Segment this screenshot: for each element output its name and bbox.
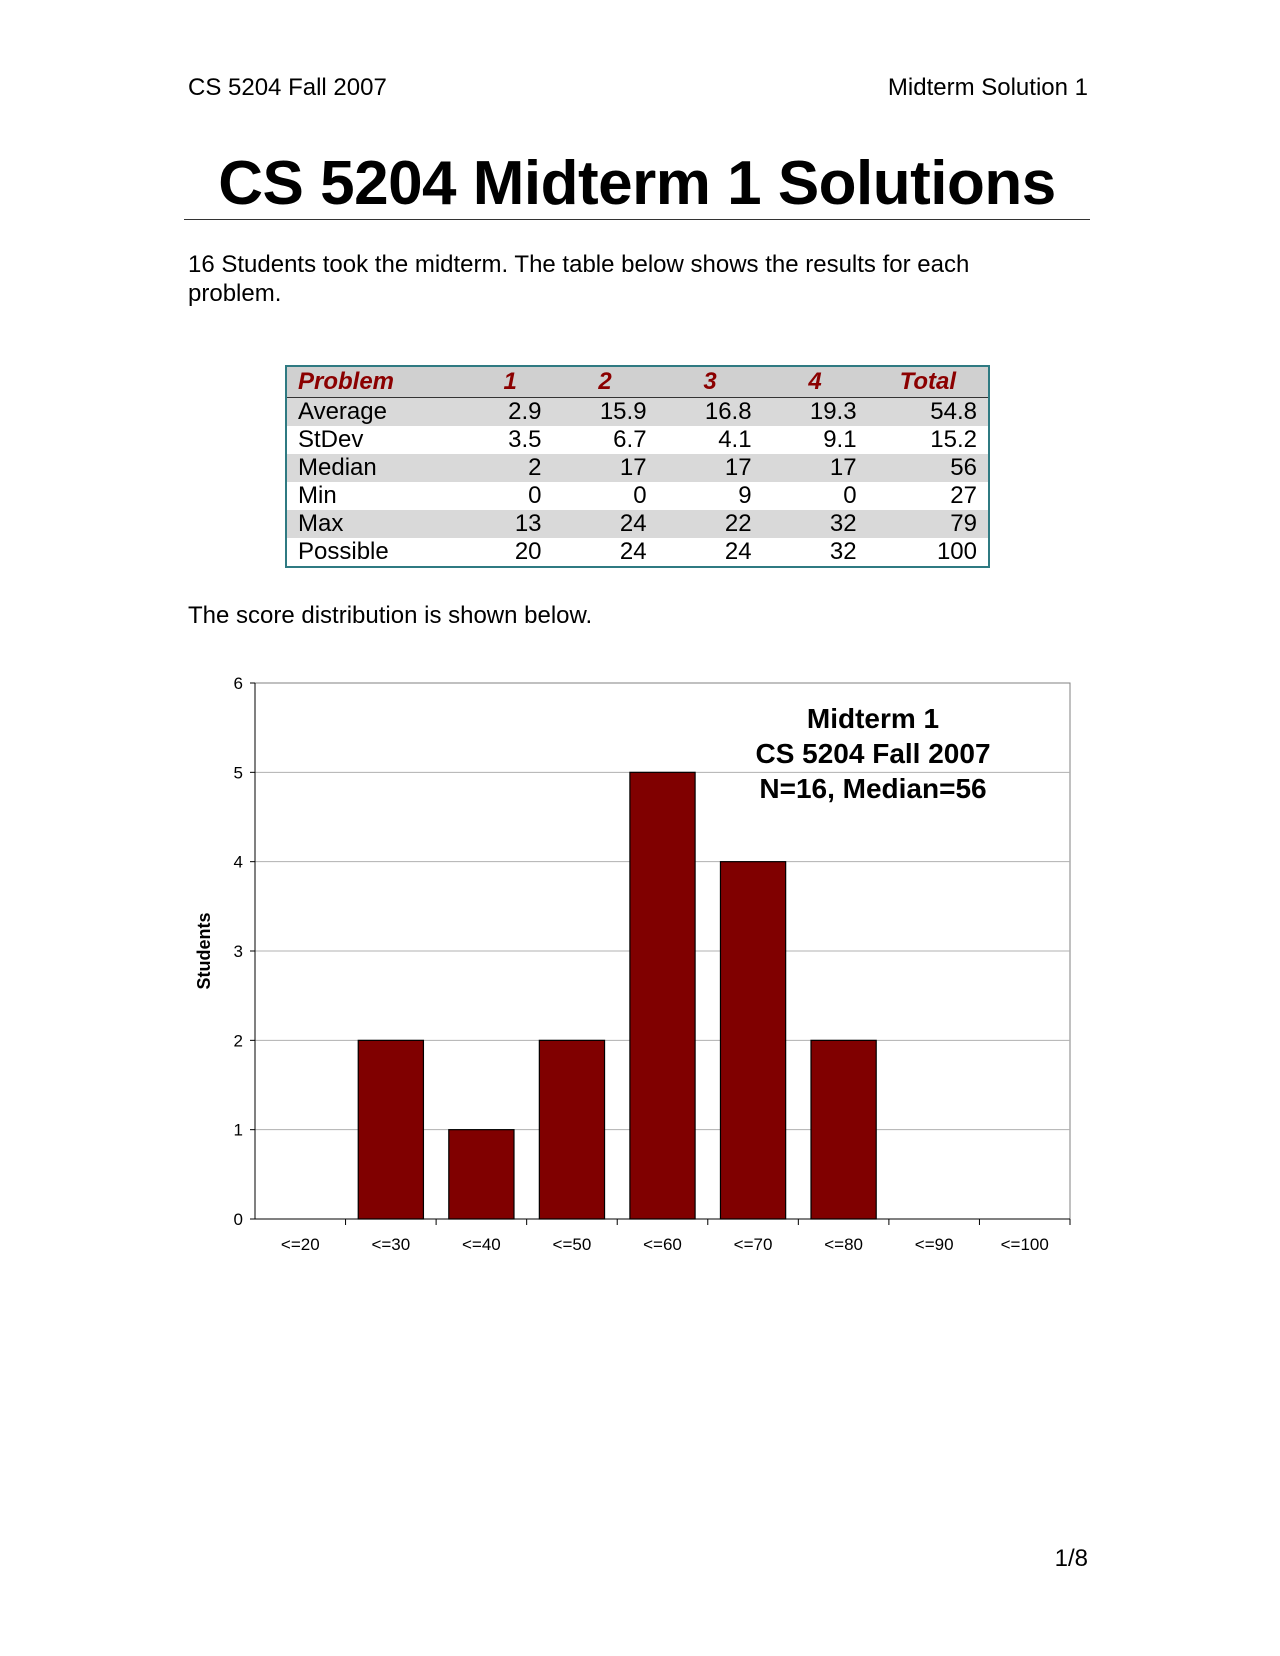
col-header-p2: 2	[553, 366, 658, 398]
results-table	[285, 365, 990, 568]
x-tick-label: <=60	[643, 1235, 682, 1254]
bar-<=50	[539, 1040, 604, 1219]
table-cell: 15.2	[930, 426, 977, 453]
table-cell: 20	[514, 538, 542, 565]
y-tick-label: 5	[233, 763, 243, 783]
bar-<=30	[358, 1040, 423, 1219]
bar-<=80	[811, 1040, 876, 1219]
table-cell: 4.1	[718, 426, 752, 453]
table-cell: 27	[950, 482, 977, 509]
col-header-p1: 1	[468, 366, 553, 398]
table-cell: 17	[553, 454, 658, 482]
table-row-min	[286, 482, 989, 510]
col-header-p4: 4	[763, 366, 868, 398]
col-header-p3: 3	[658, 366, 763, 398]
y-tick-label: 2	[233, 1031, 243, 1051]
table-cell: Possible	[298, 538, 389, 565]
x-tick-label: <=80	[824, 1235, 863, 1254]
header-document: Midterm Solution 1	[887, 74, 1088, 101]
col-header-problem: Problem	[286, 366, 468, 398]
header-course: CS 5204 Fall 2007	[188, 74, 387, 101]
table-cell: 0	[633, 482, 647, 509]
table-cell: Min	[298, 482, 337, 509]
table-cell: 2.9	[468, 398, 553, 427]
table-header-row	[286, 366, 989, 398]
table-cell: 19.3	[763, 398, 868, 427]
table-cell: 56	[868, 454, 989, 482]
table-cell: 79	[868, 510, 989, 538]
table-row-median	[286, 454, 989, 482]
y-tick-label: 0	[233, 1210, 243, 1229]
table-row-stdev	[286, 426, 989, 454]
chart-title-line: CS 5204 Fall 2007	[755, 738, 991, 769]
page-title: CS 5204 Midterm 1 Solutions	[218, 149, 1056, 218]
y-tick-label: 1	[233, 1120, 243, 1140]
table-row-average	[286, 398, 989, 427]
intro-paragraph: 16 Students took the midterm. The table below shows the results for each problem.	[188, 251, 970, 307]
y-tick-label: 3	[233, 942, 243, 961]
table-cell: 24	[619, 538, 647, 565]
distribution-caption: The score distribution is shown below.	[188, 602, 593, 629]
table-cell: 54.8	[868, 398, 989, 427]
table-cell: 24	[724, 538, 752, 565]
table-cell: 16.8	[658, 398, 763, 427]
table-cell: 32	[763, 510, 868, 538]
bar-<=40	[449, 1130, 514, 1219]
chart-title-line: N=16, Median=56	[759, 773, 987, 804]
col-header-total: Total	[868, 366, 989, 398]
x-tick-label: <=30	[371, 1235, 411, 1254]
table-cell: 15.9	[553, 398, 658, 427]
x-tick-label: <=40	[462, 1235, 501, 1254]
x-tick-label: <=100	[1000, 1235, 1049, 1254]
x-tick-label: <=90	[914, 1235, 954, 1254]
table-cell: 3.5	[508, 426, 542, 453]
x-tick-label: <=70	[733, 1235, 773, 1254]
y-axis-label: Students	[194, 912, 214, 990]
table-cell: 6.7	[613, 426, 647, 453]
table-cell: 9.1	[823, 426, 857, 453]
title-divider	[184, 219, 1090, 220]
page-number: 1/8	[1054, 1545, 1088, 1572]
table-row-max	[286, 510, 989, 538]
table-cell: 0	[528, 482, 542, 509]
y-tick-label: 4	[233, 852, 243, 872]
table-cell: 32	[829, 538, 857, 565]
chart-svg	[190, 665, 1090, 1265]
table-cell: 2	[468, 454, 553, 482]
table-cell: Max	[286, 510, 468, 538]
table-cell: StDev	[298, 426, 364, 453]
x-tick-label: <=20	[280, 1235, 320, 1254]
chart-title-line: Midterm 1	[806, 703, 940, 734]
table-cell: 24	[553, 510, 658, 538]
score-distribution-chart	[190, 665, 1090, 1265]
x-tick-label: <=50	[552, 1235, 592, 1254]
table-cell: 22	[658, 510, 763, 538]
table-cell: 0	[843, 482, 857, 509]
bar-<=70	[720, 862, 785, 1219]
table-cell: 17	[658, 454, 763, 482]
y-tick-label: 6	[233, 674, 243, 693]
table-cell: 13	[468, 510, 553, 538]
table-row-possible	[286, 538, 989, 567]
bar-<=60	[630, 772, 695, 1219]
table-cell: 100	[936, 538, 977, 565]
table-cell: Median	[286, 454, 468, 482]
table-cell: 17	[763, 454, 868, 482]
table-cell: 9	[738, 482, 752, 509]
table-cell: Average	[286, 398, 468, 427]
